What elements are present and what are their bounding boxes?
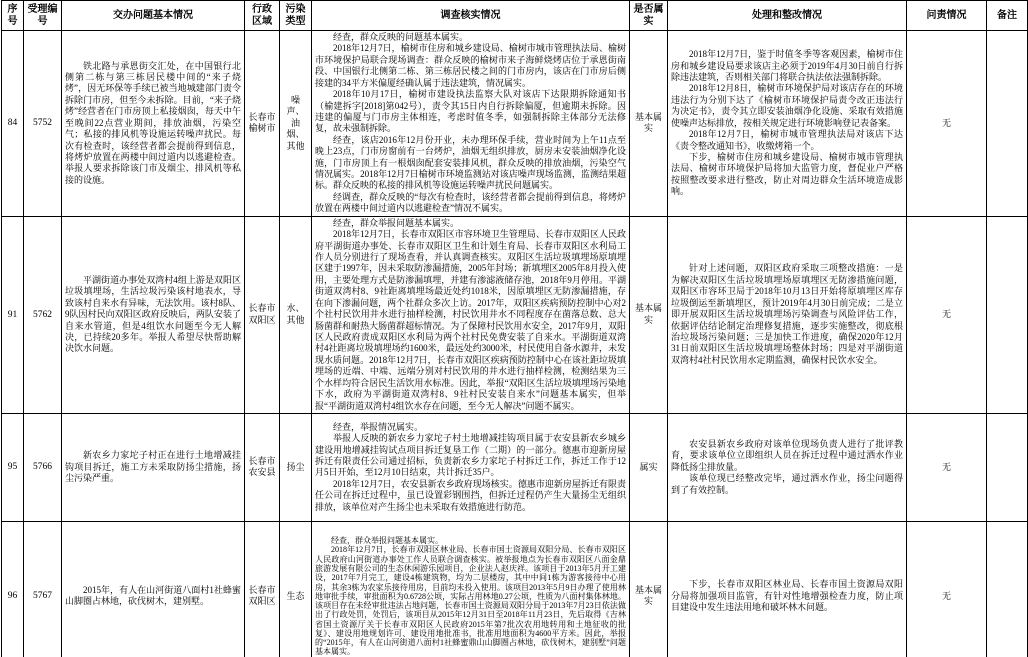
handling-paragraph: 下步，长春市双阳区林业局、长春市国土资源局双阳分局将加强项目监管，有针对性地增强检查力度，防止项目建设中发生违法用地和破坏林木问题。 bbox=[671, 579, 903, 613]
header-remark: 备注 bbox=[987, 1, 1028, 31]
header-problem: 交办问题基本情况 bbox=[62, 1, 245, 31]
problem-paragraph: 铁北路与承恩街交汇处，在中国银行北侧第二栋与第三栋居民楼中间的“来子烧烤”，因无环保等手续已被当地城建部门责令拆除门市房，但至今未拆除。目前，“来子烧烤”经营者在门市房顶上私接烟囱，每天中午至晚间22点营业期间，排放油烟，污染空气；私接的排风机等设施运转噪声扰民。每次有检查时，该经营者都会提前得到信息，将烤炉放置在两楼中间过道内以逃避检查。举报人要求拆除该门市及烟尘、排风机等私接的设施。 bbox=[65, 60, 241, 185]
header-region: 行政区域 bbox=[245, 1, 280, 31]
investigation-paragraph: 2018年12月7日，长春市双阳区市容环境卫生管理局、长春市双阳区人民政府平湖街道办事处、长春市双阳区卫生和计划生育局、长春市双阳区水利局工作人员分别进行了现场查看，并认真调查核实。双阳区生活垃圾填埋场原填埋区建于1997年，因未采取防渗漏措施，2005年封场；新填埋区2005年8月投入使用，主要处理方式是防渗漏填埋，并建有渗滤液储存池，2018年9月停用。平湖街道双湾村8、9社距离填埋场最近处约1018米，因原填埋区无防渗漏措施，存在向下渗漏问题，两个社群众多次上访。2017年，双阳区疾病预防控制中心对2个社村民饮用井水进行抽样检测，村民饮用井水不同程度存在菌落总数、总大肠菌群和耐热大肠菌群超标情况。为了保障村民饮用水安全，2017年9月，双阳区人民政府责成双阳区水利局为两个社村民免费安装了自来水。平湖街道双湾村4社距离垃圾填埋场约1600米，最远处约3000米，村民使用自备水源井，未发现水质问题。2018年12月7日，长春市双阳区疾病预防控制中心在该社距垃圾填埋场的近端、中端、远端分别对村民饮用的井水进行抽样检测，检测结果为三个水样均符合居民生活饮用水标准。因此，举报“双阳区生活垃圾填埋场污染地下水，政府为平湖街道双湾村8、9社村民安装自来水”问题基本属实，但举报“平湖街道双湾村4组饮水存在问题，至今无人解决”问题不属实。 bbox=[315, 229, 626, 411]
cell-problem bbox=[62, 521, 245, 657]
cell-region: 长春市双阳区 bbox=[245, 216, 280, 413]
investigation-paragraph: 经查，群众举报问题基本属实。 bbox=[331, 536, 443, 546]
handling-paragraph: 针对上述问题，双阳区政府采取三项整改措施：一是为解决双阳区生活垃圾填埋场原填埋区无防渗措施问题，双阳区市容环卫局于2018年10月13日开始将原填埋区库存垃圾倒运至新填埋区，预计2019年4月30日前完成；二是立即开展双阳区生活垃圾填埋场污染调查与风险评估工作，依据评估结论制定治理修复措施，逐步实施整改，彻底根治垃圾场污染问题；三是加快工作进度，确保2020年12月31日前双阳区生活垃圾填埋场整体封场；四是对平湖街道双湾村4社村民饮用水定期监测，确保村民饮水安全。 bbox=[671, 263, 903, 365]
cell-investigation bbox=[312, 216, 630, 413]
investigation-paragraph: 经查，该店2016年12月份开业，未办理环保手续，营业时间为上午11点至晚上23点，门市房窗前有一台烤炉，油烟无组织排放，厨房未安装油烟净化设施，门市房顶上有一根烟囱配套安装排风机，群众反映的排放油烟，污染空气情况属实。2018年12月7日榆树市环境监测站对该店噪声现场监测，监测结果超标。群众反映的私接的排风机等设施运转噪声扰民问题属实。 bbox=[315, 134, 626, 191]
cell-seq: 84 bbox=[2, 31, 24, 217]
table-row bbox=[2, 413, 1028, 521]
header-verified: 是否属实 bbox=[630, 1, 668, 31]
table-row bbox=[2, 521, 1028, 657]
cell-pollution-type: 噪声、油烟、其他 bbox=[280, 31, 312, 217]
cell-handling bbox=[668, 216, 907, 413]
cell-case-no: 5766 bbox=[24, 413, 62, 521]
cell-accountability: 无 bbox=[907, 521, 987, 657]
cell-case-no: 5752 bbox=[24, 31, 62, 217]
investigation-paragraph: 经查，群众反映的问题基本属实。 bbox=[333, 32, 469, 42]
cell-region: 长春市榆树市 bbox=[245, 31, 280, 217]
cell-problem bbox=[62, 413, 245, 521]
cell-remark bbox=[987, 413, 1028, 521]
handling-paragraph: 2018年12月7日，榆树市城市管理执法局对该店下达《责令整改通知书》，收缴烤箱一个。 bbox=[671, 129, 903, 151]
cell-handling bbox=[668, 31, 907, 217]
header-accountability: 问责情况 bbox=[907, 1, 987, 31]
handling-paragraph: 农安县新农乡政府对该单位现场负责人进行了批评教育，要求该单位立即组织人员在拆迁过程中通过洒水作业降低扬尘排放量。 bbox=[671, 438, 903, 472]
cell-seq: 96 bbox=[2, 521, 24, 657]
problem-paragraph: 2015年，有人在山河街道八面村1社蜂蜜山脚圈占林地，砍伐树木，建别墅。 bbox=[65, 585, 241, 607]
cell-seq: 91 bbox=[2, 216, 24, 413]
cell-seq: 95 bbox=[2, 413, 24, 521]
cell-pollution-type: 水、其他 bbox=[280, 216, 312, 413]
cell-case-no: 5767 bbox=[24, 521, 62, 657]
cell-investigation bbox=[312, 521, 630, 657]
handling-paragraph: 该单位现已经整改完毕，通过洒水作业，扬尘问题得到了有效控制。 bbox=[671, 473, 903, 495]
investigation-paragraph: 举报人反映的新农乡力家坨子村土地增减挂钩项目属于农安县新农乡城乡建设用地增减挂钩试点项目拆迁复垦工作（二期）的一部分。德惠市迎新房屋拆迁有限责任公司通过招标，负责新农乡力家坨子村拆迁工作，拆迁工作于12月5日开始，至12月10日结束，共计拆迁35户。 bbox=[315, 433, 626, 478]
table-row bbox=[2, 216, 1028, 413]
cell-remark bbox=[987, 521, 1028, 657]
cell-problem bbox=[62, 31, 245, 217]
cell-verified: 属实 bbox=[630, 413, 668, 521]
problem-paragraph: 平湖街道办事处双湾村4组上游是双阳区垃圾填埋场，生活垃圾污染该村地表水，导致该村自来水有异味，无法饮用。该村8队、9队因村民向双阳区政府反映后，两队安装了自来水管道，但是4组饮水问题至今无人解决，已持续20多年。举报人希望尽快帮助解决饮水问题。 bbox=[65, 274, 241, 354]
header-pollution-type: 污染类型 bbox=[280, 1, 312, 31]
investigation-paragraph: 经查，群众举报问题基本属实。 bbox=[333, 217, 460, 228]
complaint-handling-table bbox=[1, 0, 1028, 657]
header-case-no: 受理编号 bbox=[24, 1, 62, 31]
cell-investigation bbox=[312, 31, 630, 217]
header-handling: 处理和整改情况 bbox=[668, 1, 907, 31]
cell-region: 长春市农安县 bbox=[245, 413, 280, 521]
investigation-paragraph: 2018年12月7日，农安县新农乡政府现场核实。德惠市迎新房屋拆迁有限责任公司在拆迁过程中，虽已设置彩钢围挡，但拆迁过程仍产生大量扬尘无组织排放，该单位对产生扬尘也未采取有效措施进行防范。 bbox=[315, 478, 626, 512]
handling-paragraph: 下步，榆树市住房和城乡建设局、榆树市城市管理执法局、榆树市环境保护局将加大监管力度，督促业户严格按照整改要求进行整改，防止对周边群众生活环境造成影响。 bbox=[671, 151, 903, 197]
investigation-paragraph: 2018年10月17日，榆树市建设执法监察大队对该店下达限期拆除通知书（榆建拆字[2018]第042号），责令其15日内自行拆除偏厦，但逾期未拆除。因违建的偏厦与门市房主体相连，考虑时值冬季，如强制拆除主体部分无法修复，故未强制拆除。 bbox=[315, 89, 626, 134]
cell-handling bbox=[668, 521, 907, 657]
table-row bbox=[2, 31, 1028, 217]
cell-case-no: 5762 bbox=[24, 216, 62, 413]
cell-remark bbox=[987, 31, 1028, 217]
header-row bbox=[2, 1, 1028, 31]
header-investigation: 调查核实情况 bbox=[312, 1, 630, 31]
investigation-paragraph: 2018年12月7日，榆树市住房和城乡建设局、榆树市城市管理执法局、榆树市环境保护局联合现场调查：群众反映的榆树市来子海鲜烧烤店位于承恩街南段、中国银行北侧第二栋、第三栋居民楼之间的门市房内，该店在门市房后侧接建的34平方米偏厦经确认属于违法建筑，情况属实。 bbox=[315, 43, 626, 88]
cell-region: 长春市双阳区 bbox=[245, 521, 280, 657]
cell-problem bbox=[62, 216, 245, 413]
cell-remark bbox=[987, 216, 1028, 413]
investigation-paragraph: 经调查，群众反映的“每次有检查时，该经营者都会提前得到信息，将烤炉放置在两楼中间过道内以逃避检查”情况不属实。 bbox=[315, 191, 626, 214]
cell-pollution-type: 生态 bbox=[280, 521, 312, 657]
cell-verified: 基本属实 bbox=[630, 31, 668, 217]
header-seq: 序号 bbox=[2, 1, 24, 31]
cell-handling bbox=[668, 413, 907, 521]
investigation-paragraph: 经查，举报情况属实。 bbox=[333, 421, 424, 432]
cell-accountability: 无 bbox=[907, 413, 987, 521]
cell-verified: 基本属实 bbox=[630, 521, 668, 657]
handling-paragraph: 2018年12月7日，鉴于时值冬季等客观因素，榆树市住房和城乡建设局要求该店主必须于2019年4月30日前自行拆除违法建筑，否则相关部门将联合执法依法强制拆除。 bbox=[671, 49, 903, 82]
handling-paragraph: 2018年12月8日，榆树市环境保护局对该店存在的环境违法行为分别下达了《榆树市环境保护局责令改正违法行为决定书》，责令其立即安装油烟净化设施、采取有效措施使噪声达标排放，按相关规定进行环境影响登记表备案。 bbox=[671, 83, 903, 128]
cell-investigation bbox=[312, 413, 630, 521]
cell-verified: 基本属实 bbox=[630, 216, 668, 413]
problem-paragraph: 新农乡力家坨子村正在进行土地增减挂钩项目拆迁，施工方未采取防扬尘措施，扬尘污染严重。 bbox=[65, 450, 241, 484]
cell-accountability: 无 bbox=[907, 31, 987, 217]
cell-accountability: 无 bbox=[907, 216, 987, 413]
cell-pollution-type: 扬尘 bbox=[280, 413, 312, 521]
investigation-paragraph: 2018年12月7日，长春市双阳区林业局、长春市国土资源局双阳分局、长春市双阳区人民政府山河街道办事处工作人员联合调查核实。被举报地点为长春市双阳区八面金鼎旅游发展有限公司的生态休闲游乐园项目，企业法人赵庆祥。该项目于2013年5月开工建设，2017年7月完工，建设4栋建筑物，均为二层楼房，其中中间1栋为游客接待中心用房，其余3栋为农家乐接待用房，目前均未投入使用。该项目2013年5月9日办理了使用林地审批手续，审批面积为0.6728公顷，实际占用林地0.27公顷，性质为八面村集体林地。该项目存在未经审批违法占地问题，长春市国土资源局双阳分局于2013年7月23日依法做出了行政处罚，处罚后，该项目从2015年12月31日至2018年11月23日，先后取得《吉林省国土资源厅关于长春市双阳区人民政府2015年第7批次农用地转用和土地征收的批复》、建设用地规划许可、建设用地批准书，批准用地面积为4600平方米。因此，举报的“2015年，有人在山河街道八面村1社蜂蜜鼎山山脚圈占林地，砍伐树木，建别墅”问题基本属实。 bbox=[315, 545, 626, 657]
